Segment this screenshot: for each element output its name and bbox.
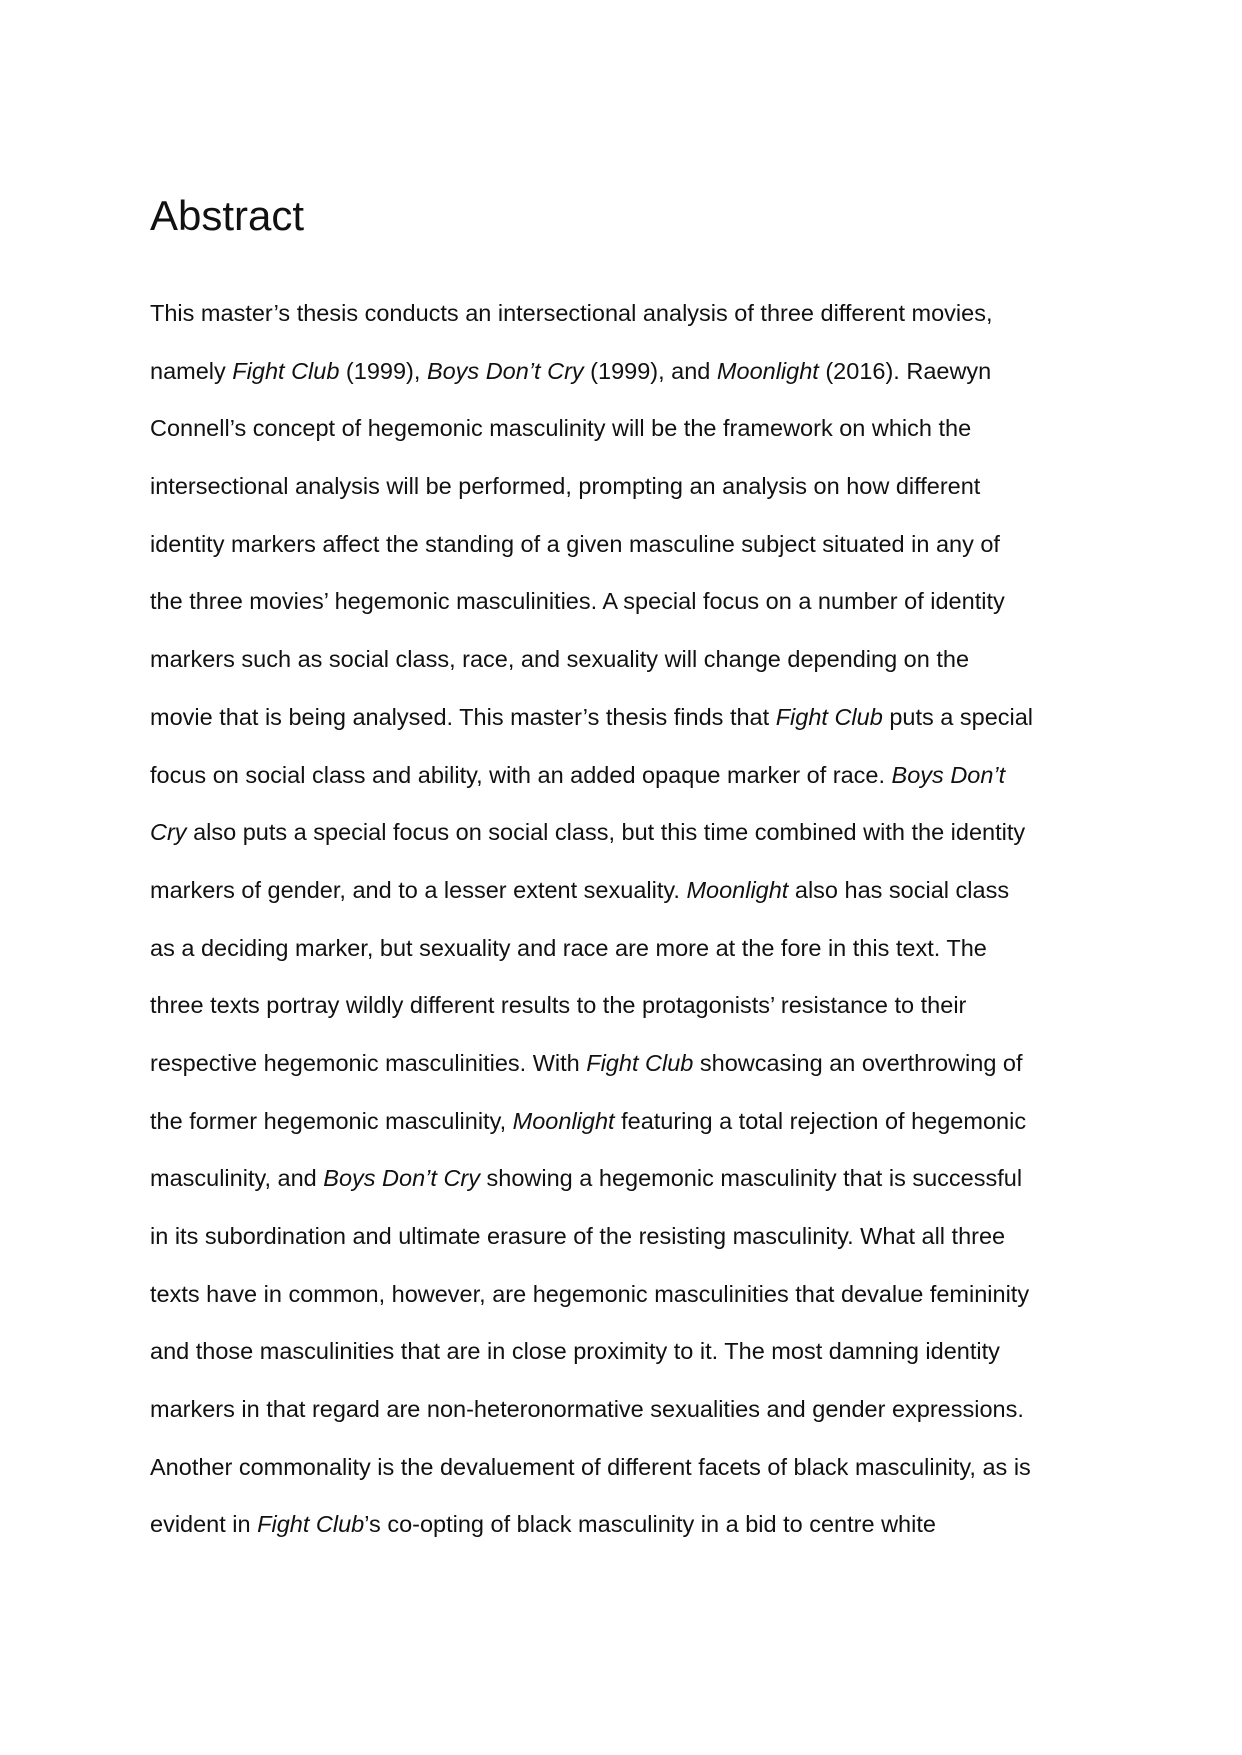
italic-title-text: Fight Club (232, 357, 340, 384)
paragraph-line (150, 296, 1110, 354)
text-run: (1999), (339, 357, 427, 384)
paragraph-line (150, 1104, 1110, 1162)
text-run: (1999), and (583, 357, 717, 384)
paragraph-line (150, 1046, 1110, 1104)
text-run: puts a special (882, 703, 1034, 730)
text-run: movie that is being analysed. This master’s thesis finds that (150, 703, 776, 730)
text-run: the former hegemonic masculinity, (150, 1107, 513, 1134)
paragraph-line (150, 1392, 1110, 1450)
paragraph-line (150, 469, 1110, 527)
italic-title-text: Boys Don’t Cry (323, 1165, 480, 1192)
text-run: featuring a total rejection of hegemonic (614, 1107, 1027, 1134)
italic-title-text: Cry (150, 819, 187, 846)
text-run: evident in (150, 1511, 258, 1538)
text-run: markers in that regard are non-heteronormative sexualities and gender expressions. (150, 1396, 1024, 1423)
paragraph-line (150, 1277, 1110, 1335)
abstract-body (150, 296, 1110, 1565)
text-run: ’s co-opting of black masculinity in a bid to centre white (364, 1511, 936, 1538)
italic-title-text: Boys Don’t (891, 761, 1006, 788)
text-run: also has social class (788, 876, 1010, 903)
text-run: markers such as social class, race, and sexuality will change depending on the (150, 646, 970, 673)
text-run: the three movies’ hegemonic masculinities. A special focus on a number of identity (150, 588, 1005, 615)
text-run: This master’s thesis conducts an intersectional analysis of three different movies, (150, 300, 993, 326)
text-run: markers of gender, and to a lesser extent sexuality. (150, 876, 687, 903)
paragraph-line (150, 1219, 1110, 1277)
paragraph-line (150, 1161, 1110, 1219)
text-run: texts have in common, however, are hegemonic masculinities that devalue femininity (150, 1280, 1030, 1307)
paragraph-line (150, 1507, 1110, 1565)
text-run: Another commonality is the devaluement of different facets of black masculinity, as is (150, 1453, 1031, 1480)
text-run: respective hegemonic masculinities. With (150, 1049, 587, 1076)
text-run: showing a hegemonic masculinity that is successful (480, 1165, 1023, 1192)
text-run: also puts a special focus on social class, but this time combined with the identity (186, 819, 1026, 846)
paragraph-line (150, 584, 1110, 642)
paragraph-line (150, 873, 1110, 931)
text-run: as a deciding marker, but sexuality and race are more at the fore in this text. The (150, 934, 987, 961)
paragraph-line (150, 527, 1110, 585)
text-run: showcasing an overthrowing of (693, 1049, 1023, 1076)
text-run: masculinity, and (150, 1165, 324, 1192)
text-run: identity markers affect the standing of a given masculine subject situated in any of (150, 530, 1000, 557)
text-run: focus on social class and ability, with an added opaque marker of race. (150, 761, 892, 788)
paragraph-line (150, 642, 1110, 700)
text-run: namely (150, 357, 233, 384)
paragraph-line (150, 1450, 1110, 1508)
text-run: (2016). Raewyn (818, 357, 992, 384)
abstract-heading: Abstract (150, 192, 305, 239)
italic-title-text: Moonlight (686, 876, 789, 903)
italic-title-text: Boys Don’t Cry (426, 357, 584, 384)
paragraph-line (150, 931, 1110, 989)
paragraph-line (150, 1334, 1110, 1392)
italic-title-text: Fight Club (257, 1511, 365, 1538)
text-run: three texts portray wildly different results to the protagonists’ resistance to their (150, 992, 967, 1019)
italic-title-text: Moonlight (716, 357, 819, 384)
paragraph-line (150, 700, 1110, 758)
italic-title-text: Moonlight (512, 1107, 615, 1134)
text-run: intersectional analysis will be performed, prompting an analysis on how different (150, 473, 981, 500)
text-run: Connell’s concept of hegemonic masculinity will be the framework on which the (150, 415, 972, 442)
paragraph-line (150, 815, 1110, 873)
text-run: and those masculinities that are in close proximity to it. The most damning identity (150, 1338, 1000, 1365)
paragraph-line (150, 758, 1110, 816)
italic-title-text: Fight Club (586, 1049, 694, 1076)
paragraph-line (150, 354, 1110, 412)
italic-title-text: Fight Club (775, 703, 883, 730)
text-run: in its subordination and ultimate erasure of the resisting masculinity. What all three (150, 1223, 1006, 1249)
paragraph-line (150, 411, 1110, 469)
paragraph-line (150, 988, 1110, 1046)
